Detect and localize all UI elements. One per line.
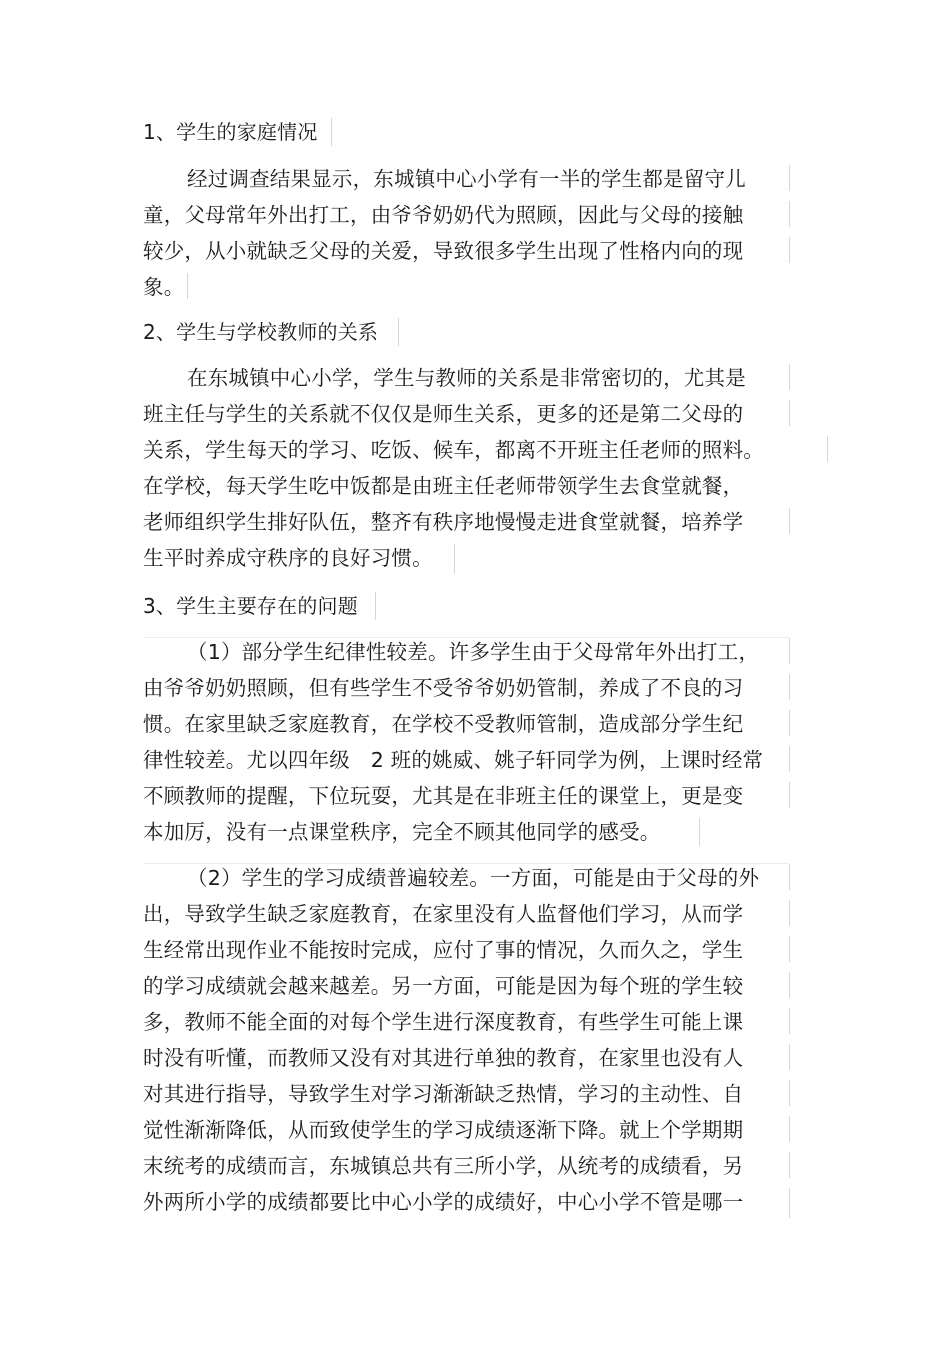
paragraph-line: （2）学生的学习成绩普遍较差。一方面，可能是由于父母的外 (187, 866, 760, 890)
paragraph-line: 末统考的成绩而言，东城镇总共有三所小学，从统考的成绩看，另 (143, 1154, 744, 1178)
text-box-edge (827, 436, 828, 462)
paragraph-line: 老师组织学生排好队伍，整齐有秩序地慢慢走进食堂就餐，培养学 (143, 510, 744, 534)
text-box-edge (187, 273, 188, 299)
paragraph-line: （1）部分学生纪律性较差。许多学生由于父母常年外出打工， (187, 640, 760, 664)
text-box-edge (789, 674, 790, 700)
section-heading: 1、学生的家庭情况 (143, 120, 318, 144)
paragraph-line: 由爷爷奶奶照顾，但有些学生不受爷爷奶奶管制，养成了不良的习 (143, 676, 744, 700)
paragraph-line: 多，教师不能全面的对每个学生进行深度教育，有些学生可能上课 (143, 1010, 744, 1034)
paragraph-line: 本加厉，没有一点课堂秩序，完全不顾其他同学的感受。 (143, 820, 661, 844)
text-box-edge (789, 364, 790, 390)
paragraph-line: 经过调查结果显示，东城镇中心小学有一半的学生都是留守儿 (187, 167, 746, 191)
text-box-edge (398, 318, 399, 346)
paragraph-line: 在学校，每天学生吃中饭都是由班主任老师带领学生去食堂就餐， (143, 474, 744, 498)
text-box-edge (789, 508, 790, 534)
paragraph-line: 象。 (143, 275, 185, 299)
section-heading: 2、学生与学校教师的关系 (143, 320, 379, 344)
text-box-edge (331, 118, 332, 146)
text-box-edge (789, 165, 790, 191)
paragraph-line: 觉性渐渐降低，从而致使学生的学习成绩逐渐下降。就上个学期期 (143, 1118, 744, 1142)
text-box-edge (789, 1044, 790, 1070)
paragraph-line: 关系，学生每天的学习、吃饭、候车，都离不开班主任老师的照料。 (143, 438, 764, 462)
paragraph-line: 不顾教师的提醒，下位玩耍，尤其是在非班主任的课堂上，更是变 (143, 784, 744, 808)
paragraph-line: 班主任与学生的关系就不仅仅是师生关系，更多的还是第二父母的 (143, 402, 744, 426)
text-box-edge (375, 592, 376, 620)
paragraph-line: 生平时养成守秩序的良好习惯。 (143, 546, 433, 570)
text-box-edge (789, 746, 790, 772)
text-box-edge (789, 237, 790, 263)
text-box-edge (789, 710, 790, 736)
section-heading: 3、学生主要存在的问题 (143, 594, 358, 618)
paragraph-line: 时没有听懂，而教师又没有对其进行单独的教育，在家里也没有人 (143, 1046, 744, 1070)
text-box-edge (789, 1188, 790, 1218)
paragraph-line: 出，导致学生缺乏家庭教育，在家里没有人监督他们学习，从而学 (143, 902, 744, 926)
text-box-edge (454, 544, 455, 574)
text-box-edge (789, 782, 790, 808)
paragraph-line: 童，父母常年外出打工，由爷爷奶奶代为照顾，因此与父母的接触 (143, 203, 744, 227)
text-box-edge (789, 201, 790, 227)
text-box-edge (789, 400, 790, 426)
paragraph-line: 律性较差。尤以四年级 2 班的姚威、姚子轩同学为例，上课时经常 (143, 748, 764, 772)
text-box-edge (789, 936, 790, 962)
paragraph-line: 外两所小学的成绩都要比中心小学的成绩好，中心小学不管是哪一 (143, 1190, 744, 1214)
text-box-edge (789, 972, 790, 998)
text-box-edge (789, 1152, 790, 1178)
paragraph-line: 的学习成绩就会越来越差。另一方面，可能是因为每个班的学生较 (143, 974, 744, 998)
text-box-edge (789, 900, 790, 926)
paragraph-line: 惯。在家里缺乏家庭教育，在学校不受教师管制，造成部分学生纪 (143, 712, 744, 736)
text-box-edge (789, 864, 790, 890)
text-box-edge (789, 1116, 790, 1142)
text-box-edge (699, 818, 700, 846)
paragraph-line: 在东城镇中心小学，学生与教师的关系是非常密切的，尤其是 (187, 366, 746, 390)
paragraph-line: 较少，从小就缺乏父母的关爱，导致很多学生出现了性格内向的现 (143, 239, 744, 263)
paragraph-line: 对其进行指导，导致学生对学习渐渐缺乏热情，学习的主动性、自 (143, 1082, 744, 1106)
paragraph-line: 生经常出现作业不能按时完成，应付了事的情况，久而久之，学生 (143, 938, 744, 962)
text-box-edge (789, 1080, 790, 1106)
text-box-edge (789, 1008, 790, 1034)
text-box-edge (789, 638, 790, 664)
